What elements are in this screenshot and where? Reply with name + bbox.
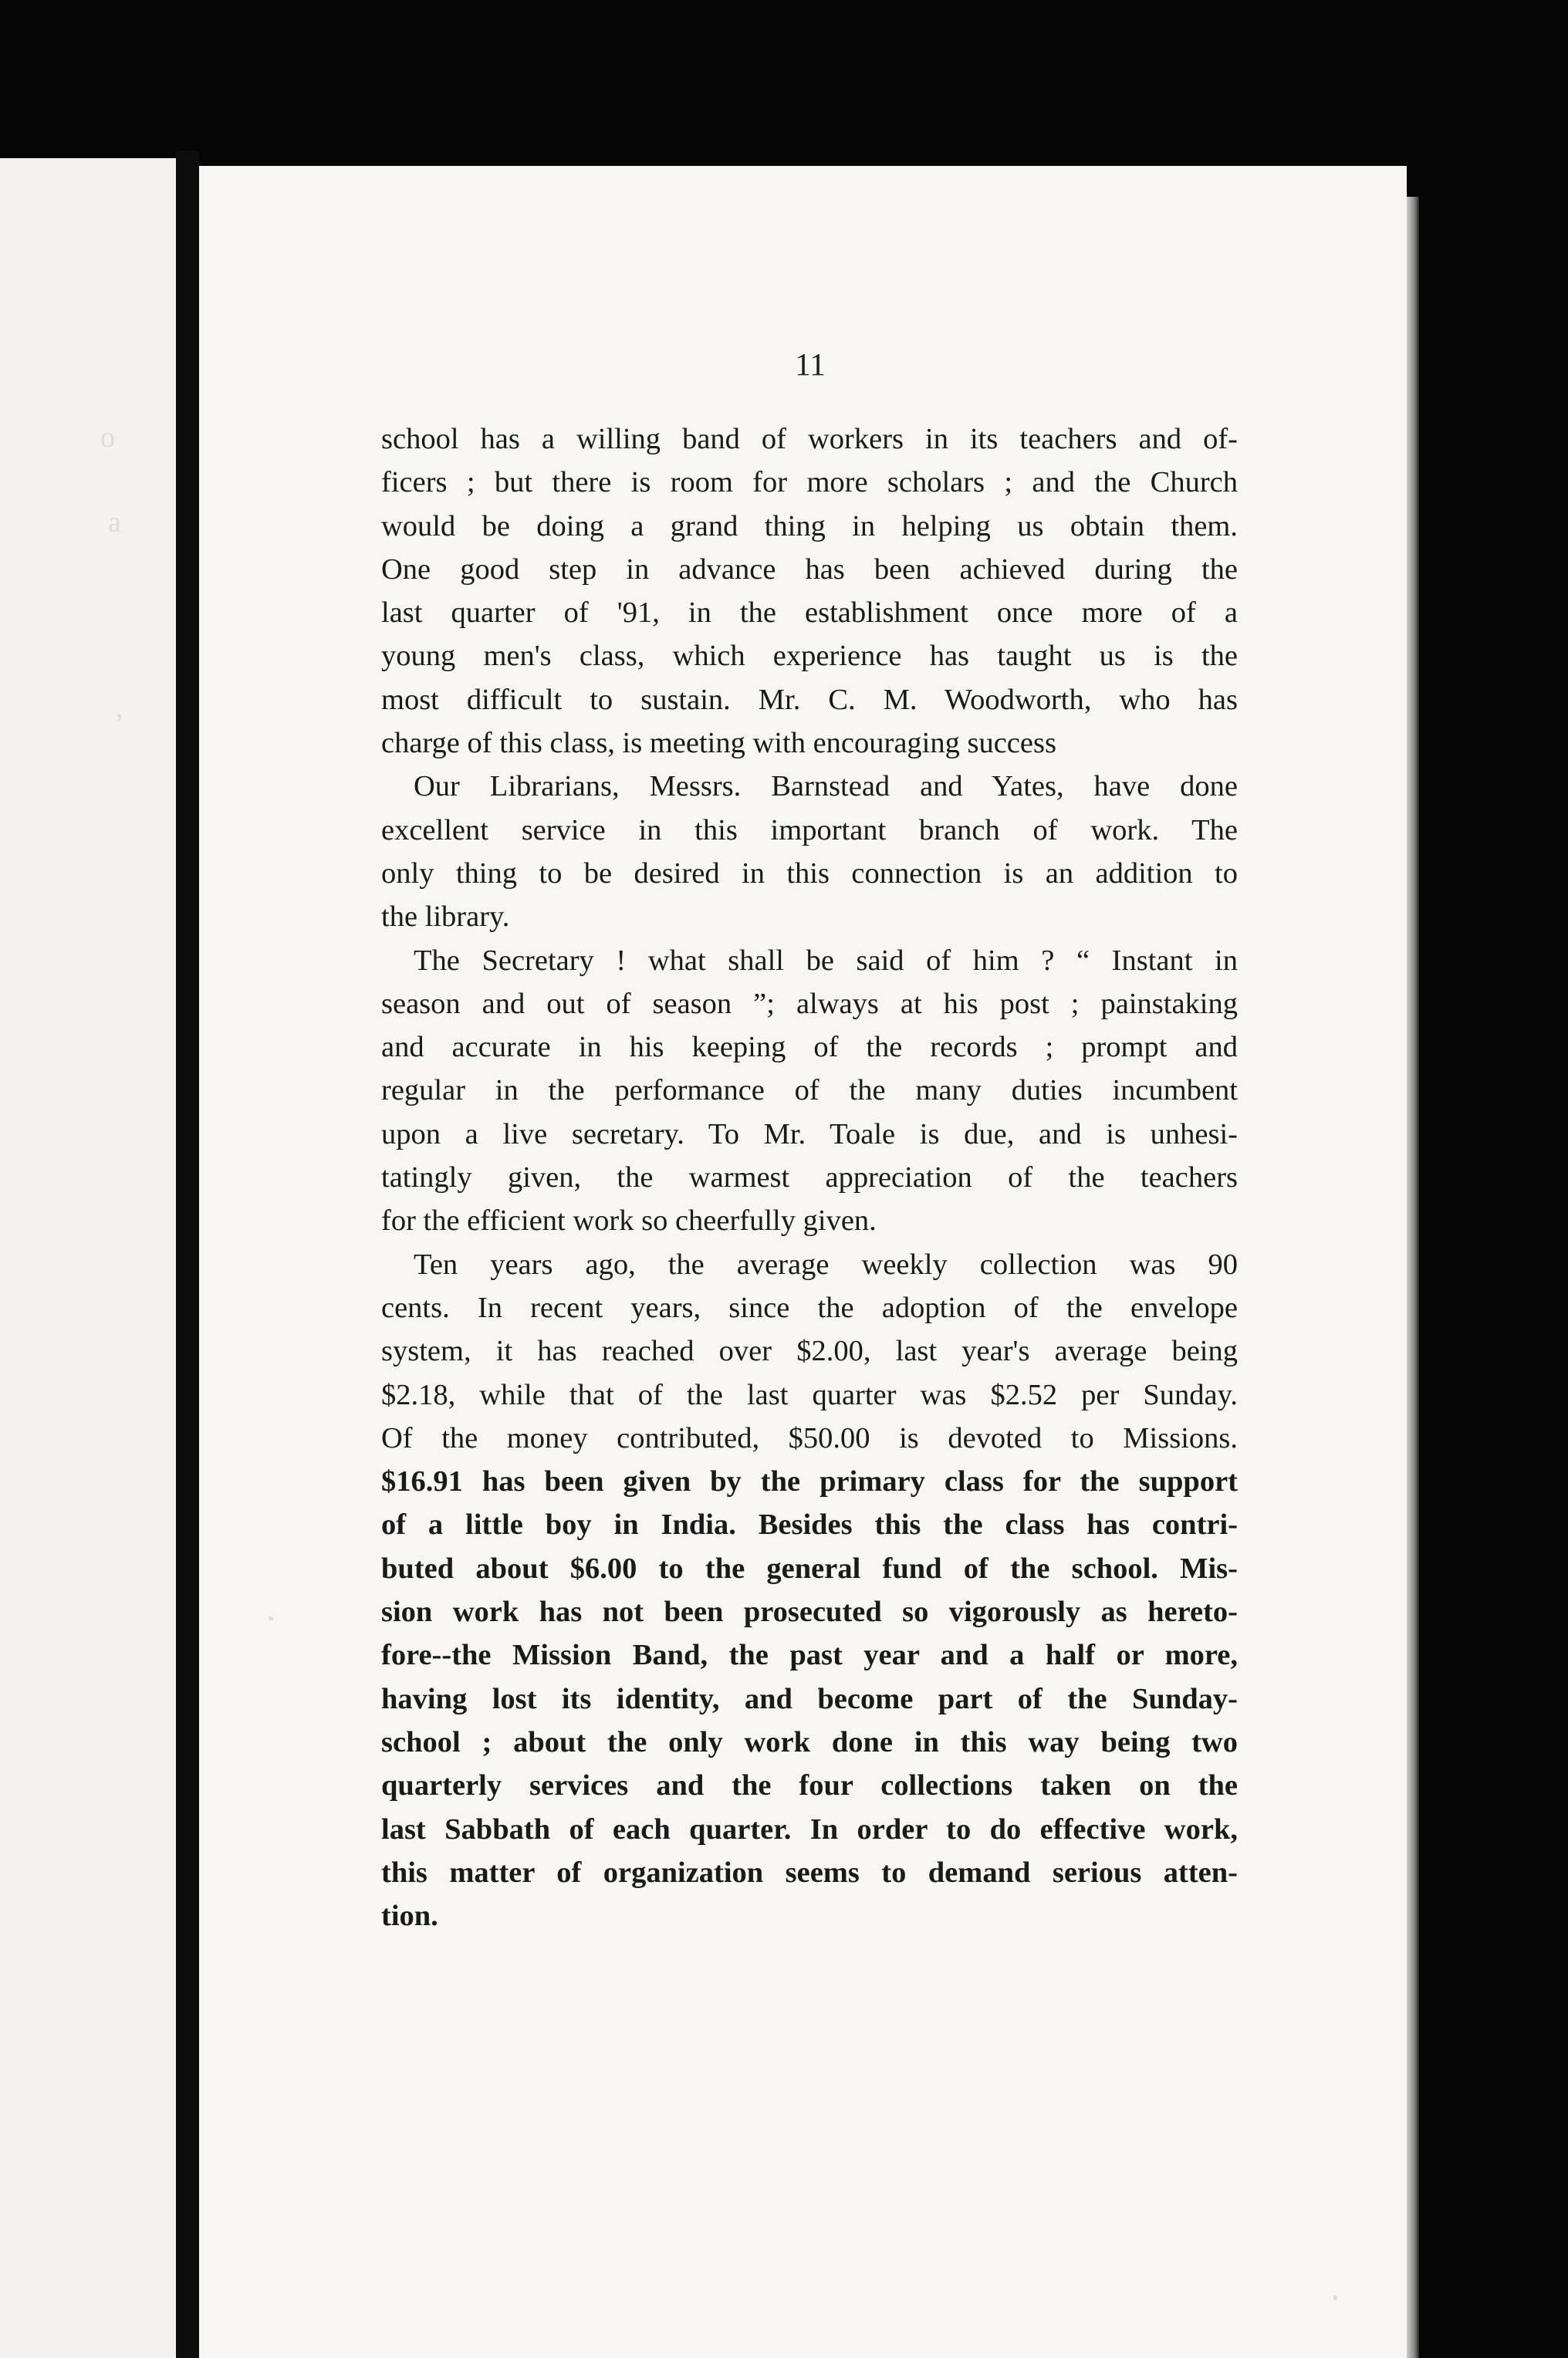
text-line: $2.18, while that of the last quarter was $2.52 per Sunday. <box>381 1378 1238 1411</box>
previous-page-edge <box>0 158 176 2358</box>
text-line: for the efficient work so cheerfully given. <box>381 1204 877 1238</box>
ink-bleed-mark: a <box>108 506 121 539</box>
text-line: charge of this class, is meeting with encouraging success <box>381 727 1056 760</box>
text-line: having lost its identity, and become part of the Sunday- <box>381 1682 1238 1715</box>
text-line: upon a live secretary. To Mr. Toale is due, and is unhesi- <box>381 1117 1238 1150</box>
text-line: would be doing a grand thing in helping us obtain them. <box>381 509 1238 542</box>
text-line: $16.91 has been given by the primary class for the support <box>381 1465 1238 1498</box>
text-line: of a little boy in India. Besides this the class has contri- <box>381 1508 1238 1542</box>
paper-speck <box>1333 2296 1337 2300</box>
page-body-text <box>381 417 1238 1937</box>
text-line: tion. <box>381 1900 438 1933</box>
text-line: Of the money contributed, $50.00 is devoted to Missions. <box>381 1421 1238 1454</box>
book-gutter <box>176 150 199 2358</box>
text-line: last Sabbath of each quarter. In order to do effective work, <box>381 1812 1238 1846</box>
text-line: cents. In recent years, since the adoption of the envelope <box>381 1291 1238 1324</box>
text-line: school has a willing band of workers in its teachers and of- <box>381 423 1238 455</box>
text-line: The Secretary ! what shall be said of him ? “ Instant in <box>414 944 1238 977</box>
paragraph <box>381 417 1238 765</box>
text-line: the library. <box>381 900 510 934</box>
text-line: Ten years ago, the average weekly collection was 90 <box>414 1248 1238 1281</box>
text-line: One good step in advance has been achieved during the <box>381 552 1238 586</box>
text-line: regular in the performance of the many duties incumbent <box>381 1074 1238 1107</box>
paragraph <box>381 1243 1238 1938</box>
text-line: quarterly services and the four collections taken on the <box>381 1769 1238 1802</box>
text-line: ficers ; but there is room for more scholars ; and the Church <box>381 466 1238 499</box>
text-line: young men's class, which experience has taught us is the <box>381 640 1238 673</box>
text-line: system, it has reached over $2.00, last year's average being <box>381 1335 1238 1368</box>
text-line: last quarter of '91, in the establishment once more of a <box>381 596 1238 630</box>
page-edge-shadow <box>1407 197 1419 2358</box>
text-line: this matter of organization seems to demand serious atten- <box>381 1856 1238 1889</box>
text-line: buted about $6.00 to the general fund of the school. Mis- <box>381 1552 1238 1585</box>
paragraph <box>381 939 1238 1243</box>
ink-bleed-mark: , <box>116 691 123 724</box>
text-line: most difficult to sustain. Mr. C. M. Woodworth, who has <box>381 683 1238 716</box>
text-line: tatingly given, the warmest appreciation of the teachers <box>381 1161 1238 1194</box>
text-line: only thing to be desired in this connection is an addition to <box>381 856 1238 890</box>
text-line: sion work has not been prosecuted so vigorously as hereto- <box>381 1596 1238 1629</box>
paragraph <box>381 765 1238 938</box>
text-line: school ; about the only work done in this way being two <box>381 1725 1238 1758</box>
ink-bleed-mark: o <box>100 421 115 454</box>
text-line: Our Librarians, Messrs. Barnstead and Yates, have done <box>414 770 1238 803</box>
text-line: season and out of season ”; always at his post ; painstaking <box>381 987 1238 1020</box>
paper-speck <box>269 1616 273 1620</box>
text-line: excellent service in this important branch of work. The <box>381 813 1238 846</box>
page-number: 11 <box>795 346 826 382</box>
text-line: and accurate in his keeping of the records ; prompt and <box>381 1031 1238 1064</box>
text-line: fore--the Mission Band, the past year and a half or more, <box>381 1639 1238 1672</box>
